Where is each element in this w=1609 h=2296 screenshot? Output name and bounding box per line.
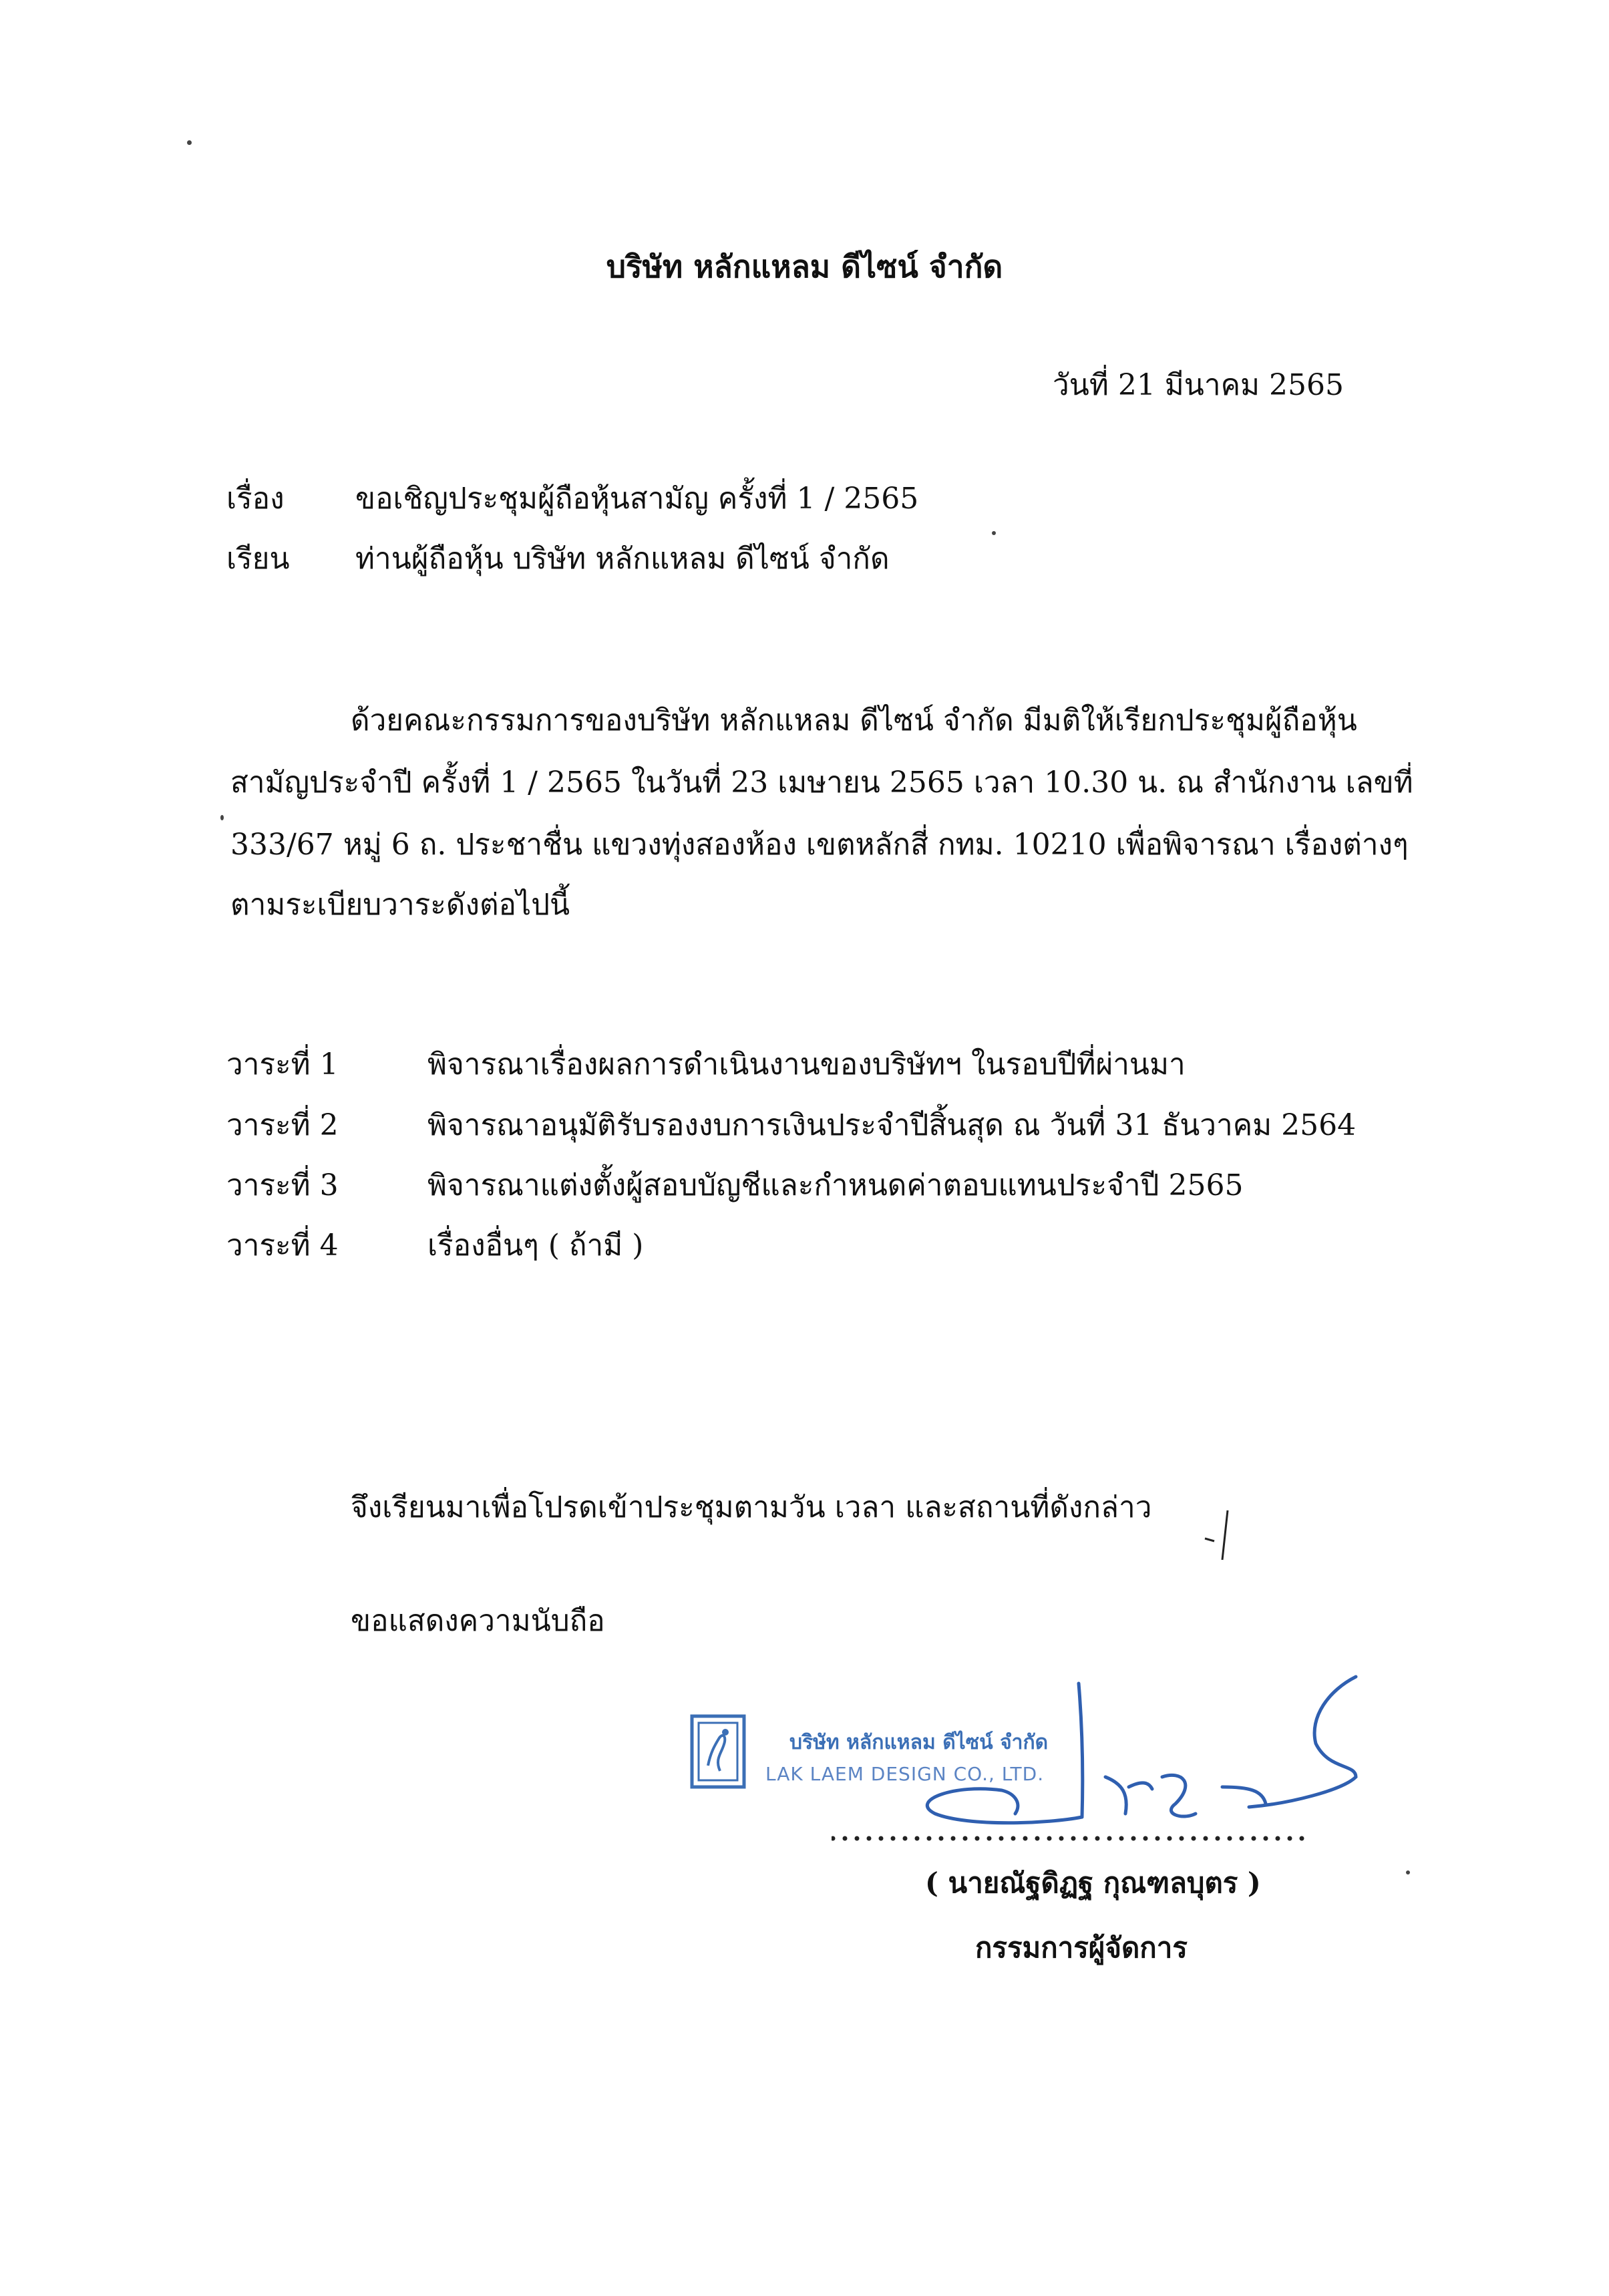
subject-text: ขอเชิญประชุมผู้ถือหุ้นสามัญ ครั้งที่ 1 / 2565 <box>355 482 919 516</box>
company-title: บริษัท หลักแหลม ดีไซน์ จำกัด <box>606 249 1003 285</box>
closing-regards: ขอแสดงความนับถือ <box>351 1604 605 1638</box>
scan-speck <box>1406 1870 1410 1874</box>
stamp-logo-icon <box>688 1712 748 1791</box>
agenda-label-4: วาระที่ 4 <box>226 1228 339 1263</box>
agenda-item-4: เรื่องอื่นๆ ( ถ้ามี ) <box>427 1228 644 1263</box>
body-line-3: 333/67 หมู่ 6 ถ. ประชาชื่น แขวงทุ่งสองห้อง เขตหลักสี่ กทม. 10210 เพื่อพิจารณา เรื่องต่างๆ <box>230 828 1409 862</box>
agenda-label-1: วาระที่ 1 <box>226 1047 339 1082</box>
agenda-label-2: วาระที่ 2 <box>226 1108 339 1142</box>
signatory-name: ( นายณัฐดิฏฐ กุณฑลบุตร ) <box>925 1866 1261 1899</box>
to-text: ท่านผู้ถือหุ้น บริษัท หลักแหลม ดีไซน์ จำกัด <box>355 542 890 576</box>
pen-mark-icon <box>1202 1506 1242 1567</box>
scan-speck <box>220 815 224 820</box>
scan-speck <box>187 140 192 145</box>
agenda-item-3: พิจารณาแต่งตั้งผู้สอบบัญชีและกำหนดค่าตอบแทนประจำปี 2565 <box>427 1168 1244 1202</box>
closing-invite: จึงเรียนมาเพื่อโปรดเข้าประชุมตามวัน เวลา และสถานที่ดังกล่าว <box>351 1490 1152 1524</box>
scan-speck <box>992 531 996 535</box>
body-line-4: ตามระเบียบวาระดังต่อไปนี้ <box>230 888 570 922</box>
agenda-item-1: พิจารณาเรื่องผลการดำเนินงานของบริษัทฯ ในรอบปีที่ผ่านมา <box>427 1047 1186 1082</box>
signatory-title: กรรมการผู้จัดการ <box>975 1931 1188 1964</box>
letter-date: วันที่ 21 มีนาคม 2565 <box>1053 368 1344 402</box>
body-line-2: สามัญประจำปี ครั้งที่ 1 / 2565 ในวันที่ 23 เมษายน 2565 เวลา 10.30 น. ณ สำนักงาน เลขที่ <box>230 766 1413 800</box>
body-line-1: ด้วยคณะกรรมการของบริษัท หลักแหลม ดีไซน์ จำกัด มีมติให้เรียกประชุมผู้ถือหุ้น <box>351 703 1357 737</box>
handwritten-signature <box>848 1670 1383 1844</box>
subject-label: เรื่อง <box>226 482 285 516</box>
stamp-thai-text: บริษัท หลักแหลม ดีไซน์ จำกัด <box>789 1731 1049 1754</box>
stamp-english-text: LAK LAEM DESIGN CO., LTD. <box>765 1763 1045 1785</box>
agenda-label-3: วาระที่ 3 <box>226 1168 339 1202</box>
signature-line <box>832 1834 1312 1843</box>
to-label: เรียน <box>226 542 290 576</box>
agenda-item-2: พิจารณาอนุมัติรับรองงบการเงินประจำปีสิ้นสุด ณ วันที่ 31 ธันวาคม 2564 <box>427 1108 1357 1142</box>
